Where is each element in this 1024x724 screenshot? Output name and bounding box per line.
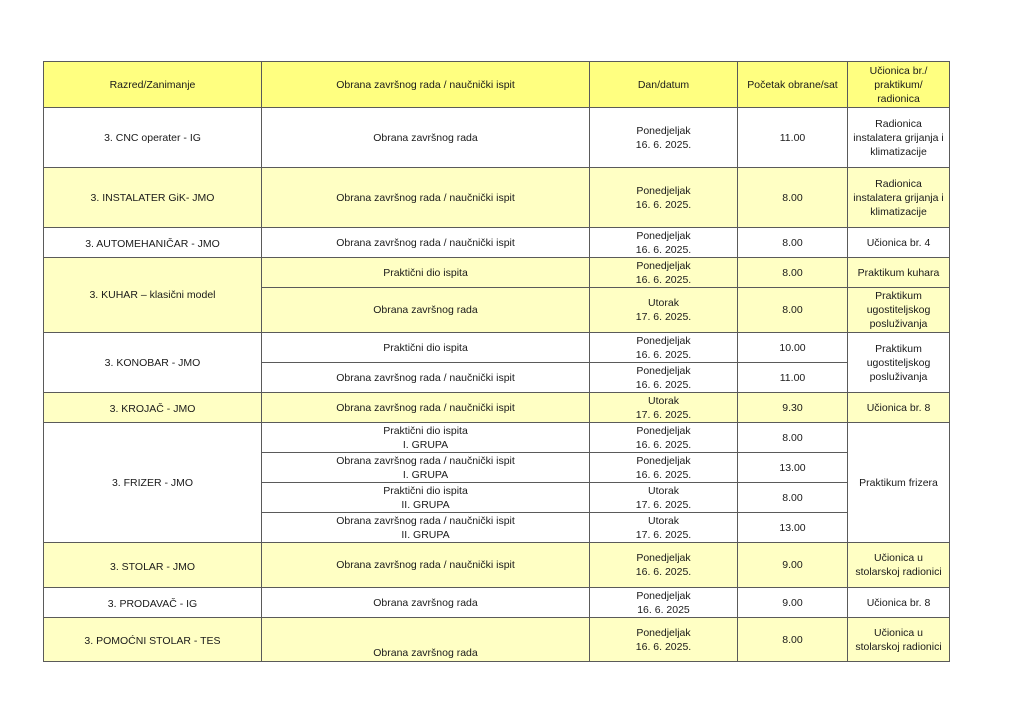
class-cell: 3. KUHAR – klasični model	[44, 258, 262, 333]
day-text: Utorak	[648, 484, 679, 497]
date-cell	[590, 513, 738, 543]
class-cell: 3. POMOĆNI STOLAR - TES	[44, 618, 262, 662]
table-row	[44, 618, 950, 662]
day-text: Ponedjeljak	[636, 552, 691, 564]
exam-text: Praktični dio ispita	[383, 424, 468, 437]
day-text: Ponedjeljak	[636, 229, 691, 242]
exam-cell	[262, 513, 590, 543]
table-row	[44, 333, 950, 363]
class-cell: 3. STOLAR - JMO	[44, 543, 262, 588]
date-text: 17. 6. 2025.	[635, 408, 692, 421]
time-cell: 13.00	[738, 513, 848, 543]
exam-cell	[262, 423, 590, 453]
class-cell: 3. INSTALATER GiK- JMO	[44, 168, 262, 228]
header-time: Početak obrane/sat	[738, 62, 848, 108]
time-cell: 8.00	[738, 423, 848, 453]
date-cell	[590, 393, 738, 423]
exam-cell	[262, 453, 590, 483]
day-text: Ponedjeljak	[636, 424, 691, 437]
table-row	[44, 108, 950, 168]
time-cell: 8.00	[738, 168, 848, 228]
group-text: I. GRUPA	[402, 468, 449, 481]
exam-cell: Obrana završnog rada / naučnički ispit	[262, 543, 590, 588]
time-cell: 11.00	[738, 363, 848, 393]
exam-cell: Praktični dio ispita	[262, 258, 590, 288]
table-row	[44, 168, 950, 228]
exam-cell: Obrana završnog rada	[262, 618, 590, 662]
room-cell: Praktikum kuhara	[848, 258, 950, 288]
table-row	[44, 543, 950, 588]
date-text: 16. 6. 2025	[637, 603, 690, 616]
time-cell: 9.00	[738, 543, 848, 588]
date-cell	[590, 618, 738, 662]
class-cell: 3. KROJAČ - JMO	[44, 393, 262, 423]
date-text: 16. 6. 2025.	[635, 198, 692, 211]
exam-cell: Obrana završnog rada / naučnički ispit	[262, 363, 590, 393]
table-row	[44, 423, 950, 453]
date-cell	[590, 453, 738, 483]
exam-text: Obrana završnog rada / naučnički ispit	[336, 514, 515, 527]
date-cell	[590, 228, 738, 258]
exam-cell: Obrana završnog rada	[262, 288, 590, 333]
date-cell	[590, 333, 738, 363]
class-cell: 3. PRODAVAČ - IG	[44, 588, 262, 618]
exam-cell	[262, 483, 590, 513]
class-cell: 3. KONOBAR - JMO	[44, 333, 262, 393]
group-text: I. GRUPA	[402, 438, 449, 451]
class-cell: 3. FRIZER - JMO	[44, 423, 262, 543]
room-cell: Praktikum ugostiteljskog posluživanja	[848, 333, 950, 393]
exam-cell: Obrana završnog rada	[262, 588, 590, 618]
date-text: 16. 6. 2025.	[635, 566, 692, 578]
time-cell: 8.00	[738, 258, 848, 288]
time-cell: 8.00	[738, 483, 848, 513]
date-text: 16. 6. 2025.	[635, 273, 692, 286]
date-text: 16. 6. 2025.	[635, 468, 692, 481]
time-cell: 9.00	[738, 588, 848, 618]
room-cell: Učionica br. 4	[848, 228, 950, 258]
date-cell	[590, 288, 738, 333]
time-cell: 13.00	[738, 453, 848, 483]
date-text: 16. 6. 2025.	[635, 138, 692, 151]
table-row	[44, 258, 950, 288]
day-text: Ponedjeljak	[636, 124, 691, 137]
day-text: Ponedjeljak	[636, 454, 691, 467]
date-text: 17. 6. 2025.	[635, 498, 692, 511]
exam-cell: Obrana završnog rada / naučnički ispit	[262, 168, 590, 228]
date-cell	[590, 258, 738, 288]
room-cell: Radionica instalatera grijanja i klimatizacije	[848, 168, 950, 228]
date-text: 16. 6. 2025.	[635, 378, 692, 391]
time-cell: 9.30	[738, 393, 848, 423]
class-cell: 3. AUTOMEHANIČAR - JMO	[44, 228, 262, 258]
date-cell	[590, 543, 738, 588]
exam-cell: Praktični dio ispita	[262, 333, 590, 363]
day-text: Ponedjeljak	[636, 589, 691, 602]
room-cell: Učionica u stolarskoj radionici	[848, 618, 950, 662]
exam-cell: Obrana završnog rada / naučnički ispit	[262, 393, 590, 423]
day-text: Utorak	[648, 394, 679, 407]
time-cell: 8.00	[738, 288, 848, 333]
table-row	[44, 393, 950, 423]
room-cell: Učionica br. 8	[848, 393, 950, 423]
group-text: II. GRUPA	[401, 528, 450, 541]
day-text: Utorak	[648, 514, 679, 527]
exam-cell: Obrana završnog rada	[262, 108, 590, 168]
header-class: Razred/Zanimanje	[44, 62, 262, 108]
exam-text: Obrana završnog rada / naučnički ispit	[336, 454, 515, 467]
group-text: II. GRUPA	[401, 498, 450, 511]
day-text: Ponedjeljak	[636, 626, 691, 639]
room-cell: Praktikum ugostiteljskog posluživanja	[848, 288, 950, 333]
date-cell	[590, 363, 738, 393]
day-text: Ponedjeljak	[636, 334, 691, 347]
room-cell: Učionica br. 8	[848, 588, 950, 618]
class-cell: 3. CNC operater - IG	[44, 108, 262, 168]
date-cell	[590, 423, 738, 453]
time-cell: 8.00	[738, 228, 848, 258]
day-text: Ponedjeljak	[636, 184, 691, 197]
date-text: 16. 6. 2025.	[635, 438, 692, 451]
room-cell: Učionica u stolarskoj radionici	[848, 543, 950, 588]
date-text: 16. 6. 2025.	[635, 348, 692, 361]
date-text: 16. 6. 2025.	[635, 640, 692, 653]
table-header-row	[44, 62, 950, 108]
date-text: 17. 6. 2025.	[635, 311, 692, 323]
header-date: Dan/datum	[590, 62, 738, 108]
date-cell	[590, 108, 738, 168]
time-cell: 8.00	[738, 618, 848, 662]
day-text: Utorak	[648, 297, 679, 309]
table-row	[44, 228, 950, 258]
table-row	[44, 588, 950, 618]
header-room: Učionica br./ praktikum/ radionica	[848, 62, 950, 108]
date-cell	[590, 168, 738, 228]
date-text: 17. 6. 2025.	[635, 528, 692, 541]
day-text: Ponedjeljak	[636, 364, 691, 377]
exam-schedule-table	[43, 61, 950, 662]
room-cell: Praktikum frizera	[848, 423, 950, 543]
date-text: 16. 6. 2025.	[635, 243, 692, 256]
time-cell: 10.00	[738, 333, 848, 363]
room-cell: Radionica instalatera grijanja i klimatizacije	[848, 108, 950, 168]
exam-cell: Obrana završnog rada / naučnički ispit	[262, 228, 590, 258]
day-text: Ponedjeljak	[636, 259, 691, 272]
header-exam: Obrana završnog rada / naučnički ispit	[262, 62, 590, 108]
time-cell: 11.00	[738, 108, 848, 168]
exam-text: Praktični dio ispita	[383, 484, 468, 497]
date-cell	[590, 483, 738, 513]
date-cell	[590, 588, 738, 618]
